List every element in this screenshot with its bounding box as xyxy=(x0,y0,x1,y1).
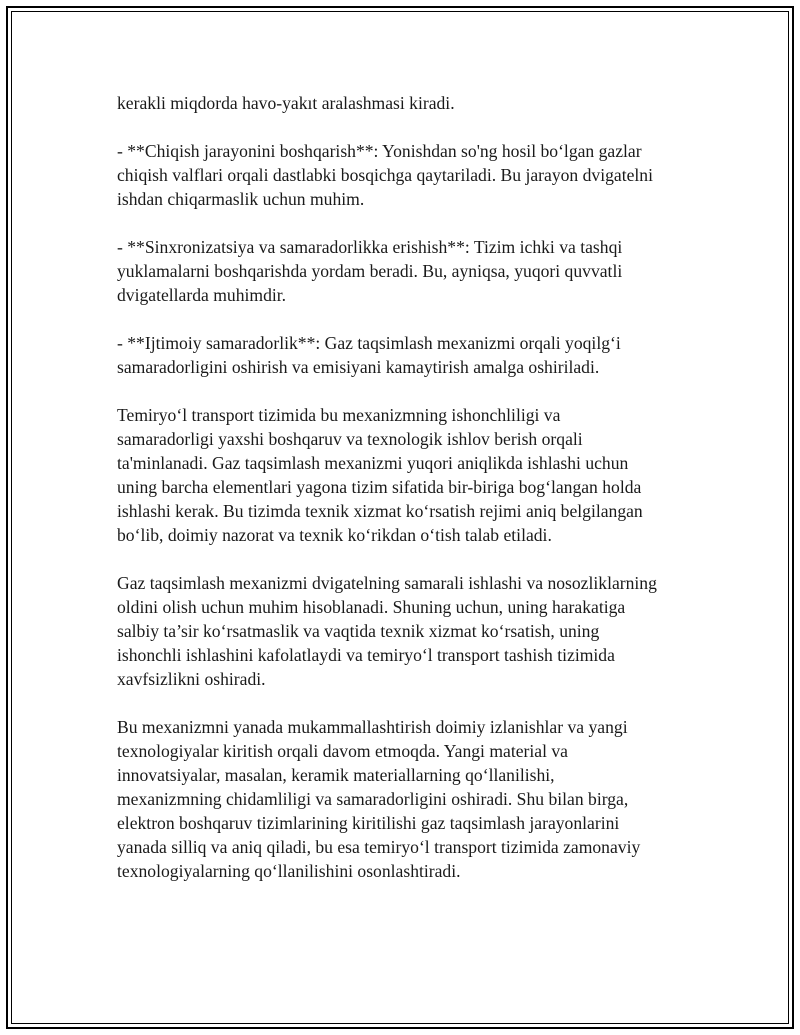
text-line: ta'minlanadi. Gaz taqsimlash mexanizmi yuqori aniqlikda ishlashi uchun xyxy=(117,453,629,473)
text-line: salbiy ta’sir ko‘rsatmaslik va vaqtida texnik xizmat ko‘rsatish, uning xyxy=(117,621,600,641)
text-line: yanada silliq va aniq qiladi, bu esa temiryo‘l transport tizimida zamonaviy xyxy=(117,837,641,857)
text-line: elektron boshqaruv tizimlarining kiritilishi gaz taqsimlash jarayonlarini xyxy=(117,813,620,833)
text-line: - **Chiqish jarayonini boshqarish**: Yonishdan so'ng hosil bo‘lgan gazlar xyxy=(117,141,642,161)
text-line: mexanizmning chidamliligi va samaradorligini oshiradi. Shu bilan birga, xyxy=(117,789,629,809)
text-line: chiqish valflari orqali dastlabki bosqichga qaytariladi. Bu jarayon dvigatelni xyxy=(117,165,653,185)
text-line: yuklamalarni boshqarishda yordam beradi. Bu, ayniqsa, yuqori quvvatli xyxy=(117,261,623,281)
text-line: samaradorligi yaxshi boshqaruv va texnologik ishlov berish orqali xyxy=(117,429,583,449)
text-line: - **Ijtimoiy samaradorlik**: Gaz taqsimlash mexanizmi orqali yoqilg‘i xyxy=(117,333,621,353)
document-body xyxy=(117,91,707,907)
paragraph xyxy=(117,331,707,379)
text-line: Gaz taqsimlash mexanizmi dvigatelning samarali ishlashi va nosozliklarning xyxy=(117,573,657,593)
text-line: Temiryo‘l transport tizimida bu mexanizmning ishonchliligi va xyxy=(117,405,561,425)
text-line: innovatsiyalar, masalan, keramik materiallarning qo‘llanilishi, xyxy=(117,765,555,785)
paragraph xyxy=(117,571,707,691)
paragraph xyxy=(117,403,707,547)
text-line: oldini olish uchun muhim hisoblanadi. Shuning uchun, uning harakatiga xyxy=(117,597,626,617)
text-line: ishonchli ishlashini kafolatlaydi va temiryo‘l transport tashish tizimida xyxy=(117,645,615,665)
paragraph xyxy=(117,91,707,115)
text-line: xavfsizlikni oshiradi. xyxy=(117,669,266,689)
text-line: kerakli miqdorda havo-yakıt aralashmasi kiradi. xyxy=(117,93,455,113)
paragraph xyxy=(117,235,707,307)
paragraph xyxy=(117,715,707,883)
text-line: ishdan chiqarmaslik uchun muhim. xyxy=(117,189,365,209)
paragraph xyxy=(117,139,707,211)
text-line: bo‘lib, doimiy nazorat va texnik ko‘rikdan o‘tish talab etiladi. xyxy=(117,525,552,545)
text-line: ishlashi kerak. Bu tizimda texnik xizmat ko‘rsatish rejimi aniq belgilangan xyxy=(117,501,643,521)
text-line: dvigatellarda muhimdir. xyxy=(117,285,287,305)
text-line: samaradorligini oshirish va emisiyani kamaytirish amalga oshiriladi. xyxy=(117,357,600,377)
text-line: texnologiyalarning qo‘llanilishini osonlashtiradi. xyxy=(117,861,461,881)
text-line: - **Sinxronizatsiya va samaradorlikka erishish**: Tizim ichki va tashqi xyxy=(117,237,623,257)
text-line: uning barcha elementlari yagona tizim sifatida bir-biriga bog‘langan holda xyxy=(117,477,642,497)
text-line: Bu mexanizmni yanada mukammallashtirish doimiy izlanishlar va yangi xyxy=(117,717,628,737)
text-line: texnologiyalar kiritish orqali davom etmoqda. Yangi material va xyxy=(117,741,568,761)
